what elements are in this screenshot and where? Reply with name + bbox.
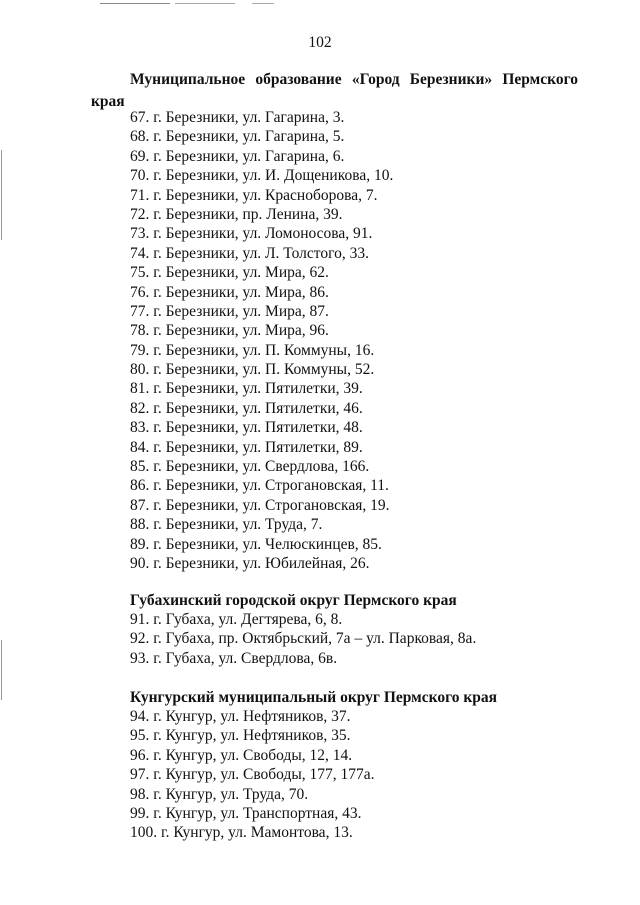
list-item: 93. г. Губаха, ул. Свердлова, 6в. (130, 649, 338, 667)
list-item: 70. г. Березники, ул. И. Дощеникова, 10. (130, 167, 394, 185)
list-item: 74. г. Березники, ул. Л. Толстого, 33. (130, 244, 369, 262)
list-item: 82. г. Березники, ул. Пятилетки, 46. (130, 399, 363, 417)
list-item: 95. г. Кунгур, ул. Нефтяников, 35. (130, 727, 351, 745)
list-item: 79. г. Березники, ул. П. Коммуны, 16. (130, 341, 375, 359)
list-item: 89. г. Березники, ул. Челюскинцев, 85. (130, 535, 382, 553)
list-item: 73. г. Березники, ул. Ломоносова, 91. (130, 225, 373, 243)
list-item: 96. г. Кунгур, ул. Свободы, 12, 14. (130, 746, 353, 764)
list-item: 77. г. Березники, ул. Мира, 87. (130, 302, 329, 320)
list-item: 69. г. Березники, ул. Гагарина, 6. (130, 147, 345, 165)
address-list-kungur (130, 707, 375, 843)
list-item: 83. г. Березники, ул. Пятилетки, 48. (130, 419, 363, 437)
list-item: 94. г. Кунгур, ул. Нефтяников, 37. (130, 708, 351, 725)
list-item: 81. г. Березники, ул. Пятилетки, 39. (130, 380, 363, 398)
list-item: 71. г. Березники, ул. Красноборова, 7. (130, 186, 378, 204)
list-item: 92. г. Губаха, пр. Октябрьский, 7а – ул. Парковая, 8а. (130, 630, 477, 648)
list-item: 84. г. Березники, ул. Пятилетки, 89. (130, 438, 363, 456)
section-heading-kungur: Кунгурский муниципальный округ Пермского края (130, 689, 498, 706)
list-item: 76. г. Березники, ул. Мира, 86. (130, 283, 329, 301)
list-item: 90. г. Березники, ул. Юбилейная, 26. (130, 554, 370, 572)
top-scan-rule (252, 3, 274, 4)
top-scan-rule (175, 3, 235, 4)
section-heading-berezniki-continuation: края (91, 93, 125, 110)
list-item: 85. г. Березники, ул. Свердлова, 166. (130, 458, 370, 476)
list-item: 75. г. Березники, ул. Мира, 62. (130, 264, 329, 282)
top-scan-rule (100, 3, 170, 4)
list-item: 67. г. Березники, ул. Гагарина, 3. (130, 109, 345, 126)
page-number: 102 (308, 34, 332, 51)
list-item: 100. г. Кунгур, ул. Мамонтова, 13. (130, 824, 353, 842)
section-heading-gubakha: Губахинский городской округ Пермского края (130, 592, 457, 609)
address-list-gubakha (130, 610, 476, 668)
list-item: 98. г. Кунгур, ул. Труда, 70. (130, 785, 309, 803)
list-item: 78. г. Березники, ул. Мира, 96. (130, 322, 329, 340)
list-item: 97. г. Кунгур, ул. Свободы, 177, 177а. (130, 766, 375, 784)
list-item: 72. г. Березники, пр. Ленина, 39. (130, 205, 343, 223)
section-heading-berezniki: Муниципальное образование «Город Березники» Пермского (130, 71, 578, 88)
address-list-berezniki (130, 108, 393, 573)
list-item: 80. г. Березники, ул. П. Коммуны, 52. (130, 361, 375, 379)
list-item: 99. г. Кунгур, ул. Транспортная, 43. (130, 804, 362, 822)
list-item: 86. г. Березники, ул. Строгановская, 11. (130, 477, 389, 495)
list-item: 88. г. Березники, ул. Труда, 7. (130, 516, 323, 534)
scan-edge-mark (1, 640, 2, 700)
list-item: 91. г. Губаха, ул. Дегтярева, 6, 8. (130, 611, 343, 628)
list-item: 68. г. Березники, ул. Гагарина, 5. (130, 128, 345, 146)
list-item: 87. г. Березники, ул. Строгановская, 19. (130, 496, 390, 514)
scan-edge-mark (1, 150, 2, 240)
